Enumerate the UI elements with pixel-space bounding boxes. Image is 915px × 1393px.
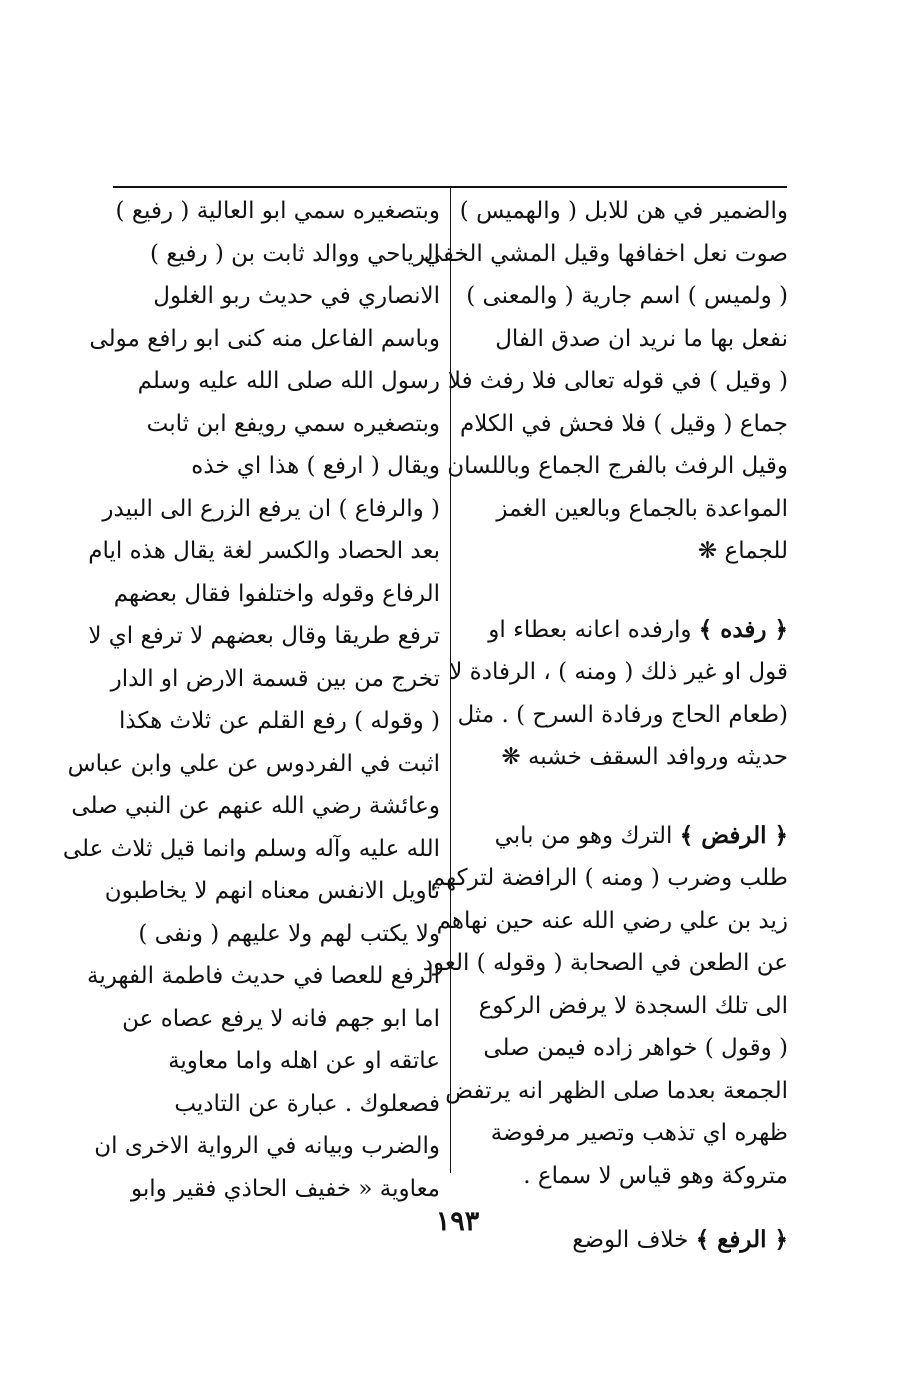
entry-first-line [458,815,788,858]
text-line: صوت نعل اخفافها وقيل المشي الخفي [423,240,788,267]
text-line: الرفاع وقوله واختلفوا فقال بعضهم [113,580,440,607]
text-line: حديثه وروافد السقف خشبه ❋ [501,744,788,770]
text-line: وقيل الرفث بالفرج الجماع وباللسان [447,453,788,479]
text-line: جماع ( وقيل ) فلا فحش في الكلام [460,410,788,437]
entry-first-line [458,609,788,652]
text-line: ( وقول ) خواهر زاده فيمن صلى [483,1035,788,1061]
text-line: والضرب وبيانه في الرواية الاخرى ان [94,1133,440,1159]
text-line: والضمير في هن للابل ( والهميس ) [459,198,788,224]
text-line: (طعام الحاج ورفادة السرح ) . مثل [457,701,788,728]
text-line: طلب وضرب ( ومنه ) الرافضة لتركهم [430,865,788,891]
text-line: ( وقيل ) في قوله تعالى فلا رفث فلا [447,368,788,394]
entry-text: وارفده اعانه بعطاء او [488,616,692,643]
text-line: للجماع ❋ [697,538,788,564]
entry-text: خلاف الوضع [572,1227,689,1253]
headword: ﴿ الرفض ﴾ [679,821,788,849]
text-line: الله عليه وآله وسلم وانما قيل ثلاث على [62,835,440,862]
text-line: زيد بن علي رضي الله عنه حين نهاهم [436,907,788,934]
entry-spacer [458,779,788,815]
text-line: ( والرفاع ) ان يرفع الزرع الى البيدر [102,495,440,522]
text-line: ظهره اي تذهب وتصير مرفوضة [490,1120,788,1146]
left-column [62,190,440,1210]
text-line: الى تلك السجدة لا يرفض الركوع [478,992,788,1019]
entry-spacer [458,573,788,609]
text-line: المواعدة بالجماع وبالعين الغمز [496,495,788,522]
entry-rafd [422,815,788,1198]
text-line: الرفع للعصا في حديث فاطمة الفهرية [87,963,440,989]
page-number: ١٩٣ [435,1206,480,1237]
text-line: رسول الله صلى الله عليه وسلم [137,368,440,394]
headword: ﴿ رفده ﴾ [698,615,788,643]
text-line: فصعلوك . عبارة عن التاديب [174,1090,440,1117]
text-line: عاتقه او عن اهله واما معاوية [168,1048,440,1074]
text-line: تخرج من بين قسمة الارض او الدار [110,665,440,692]
text-line: الرياحي ووالد ثابت بن ( رفيع ) [150,240,440,267]
text-line: عن الطعن في الصحابة ( وقوله ) العود [422,950,788,976]
text-line: قول او غير ذلك ( ومنه ) ، الرفادة لا [449,659,788,685]
text-line: ولا يكتب لهم ولا عليهم ( ونفى ) [138,920,440,947]
text-line: ترفع طريقا وقال بعضهم لا ترفع اي لا [88,623,440,649]
text-line: متروكة وهو قياس لا سماع . [523,1162,788,1189]
text-line: معاوية « خفيف الحاذي فقير وابو [130,1175,440,1202]
headword: ﴿ الرفع ﴾ [695,1226,788,1253]
text-line: نفعل بها ما نريد ان صدق الفال [495,325,788,352]
text-line: اما ابو جهم فانه لا يرفع عصاه عن [122,1005,440,1032]
text-line: ويقال ( ارفع ) هذا اي خذه [191,453,440,479]
text-line: وباسم الفاعل منه كنى ابو رافع مولى [89,325,440,352]
text-line: الانصاري في حديث ربو الغلول [153,283,440,309]
text-line: اثبت في الفردوس عن علي وابن عباس [67,750,440,777]
text-line: وبتصغيره سمي ابو العالية ( رفيع ) [115,198,440,224]
entry-text: الترك وهو من بابي [494,822,673,849]
text-line: وبتصغيره سمي رويفع ابن ثابت [146,410,440,437]
text-line: ( ولميس ) اسم جارية ( والمعنى ) [466,283,788,309]
text-line: تاويل الانفس معناه انهم لا يخاطبون [104,878,440,904]
text-line: بعد الحصاد والكسر لغة يقال هذه ايام [88,538,440,564]
text-line: وعائشة رضي الله عنهم عن النبي صلى [71,793,440,819]
text-line: الجمعة بعدما صلى الظهر انه يرتفض [445,1077,788,1104]
text-line: ( وقوله ) رفع القلم عن ثلاث هكذا [118,708,440,734]
intro-continuation [423,190,788,573]
entry-rifd [449,609,788,779]
